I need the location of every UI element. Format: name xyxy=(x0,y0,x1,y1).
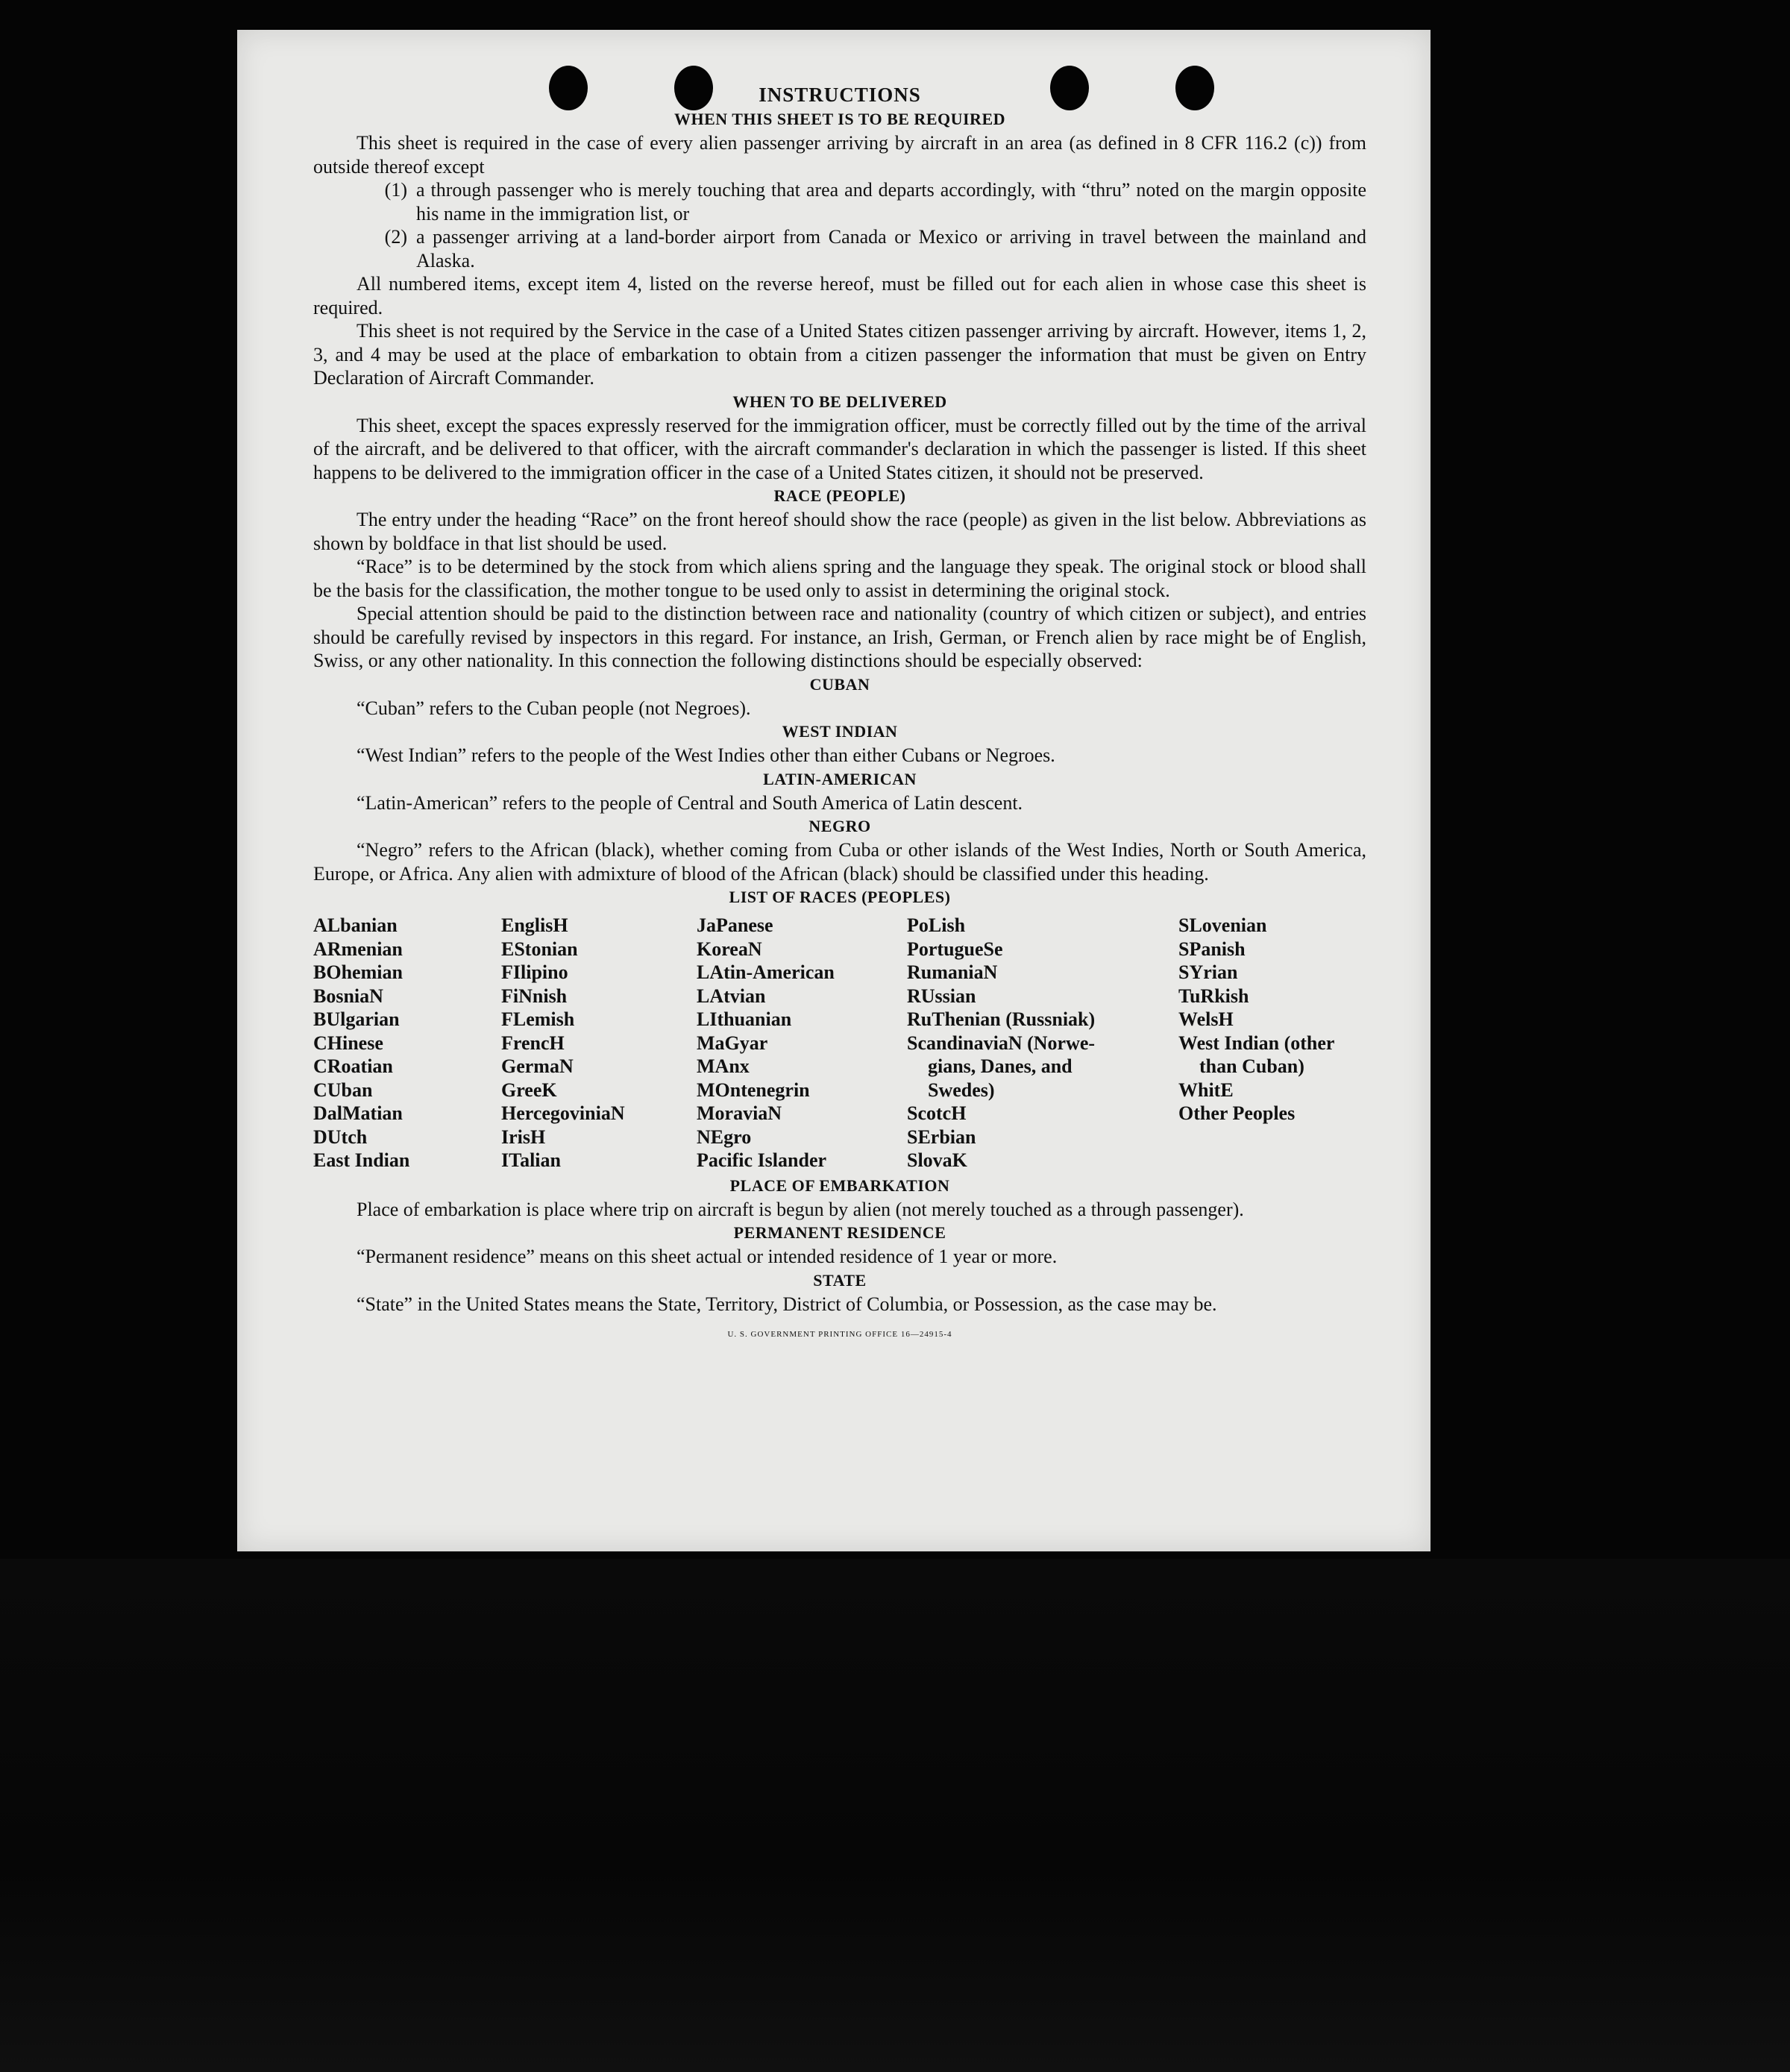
race-entry: Other Peoples xyxy=(1178,1102,1296,1124)
race-entry: CHinese xyxy=(313,1032,383,1054)
race-entry: MaGyar xyxy=(697,1032,768,1054)
item-text: a passenger arriving at a land-border airport from Canada or Mexico or arriving in travel between the mainland and Alaska. xyxy=(416,226,1366,271)
races-column xyxy=(907,914,1178,1172)
race-entry: East Indian xyxy=(313,1149,410,1171)
item-number: (1) xyxy=(384,179,407,201)
section-heading-embarkation: PLACE OF EMBARKATION xyxy=(729,1175,950,1195)
race-entry: KoreaN xyxy=(697,938,762,960)
exception-item xyxy=(313,178,1366,225)
paragraph: This sheet is required in the case of every alien passenger arriving by aircraft in an area (as defined in 8 CFR 116.2 (c)) from outside thereof except xyxy=(313,132,1366,178)
section-heading-cuban: CUBAN xyxy=(809,674,870,694)
races-column xyxy=(1178,914,1366,1172)
paragraph: “Permanent residence” means on this sheet actual or intended residence of 1 year or more. xyxy=(357,1246,1058,1267)
race-entry: PortugueSe xyxy=(907,938,1003,960)
race-entry: FIlipino xyxy=(501,961,568,983)
section-heading-delivered: WHEN TO BE DELIVERED xyxy=(732,392,947,411)
race-entry: WelsH xyxy=(1178,1008,1234,1030)
race-entry: TuRkish xyxy=(1178,985,1249,1007)
races-list xyxy=(313,914,1366,1172)
race-entry: BosniaN xyxy=(313,985,383,1007)
paragraph: “Negro” refers to the African (black), whether coming from Cuba or other islands of the West Indies, North or South America, Europe, or Africa. Any alien with admixture of blood of the African (black) should be classified under this heading. xyxy=(313,839,1366,885)
item-text: a through passenger who is merely touching that area and departs accordingly, with “thru” noted on the margin opposite his name in the immigration list, or xyxy=(416,179,1366,225)
section-heading-residence: PERMANENT RESIDENCE xyxy=(733,1223,946,1242)
race-entry: NEgro xyxy=(697,1126,752,1148)
race-entry: SPanish xyxy=(1178,938,1246,960)
races-column xyxy=(697,914,907,1172)
race-entry: West Indian (other xyxy=(1178,1032,1335,1054)
exception-item xyxy=(313,225,1366,272)
race-entry: DUtch xyxy=(313,1126,368,1148)
section-heading-west-indian: WEST INDIAN xyxy=(782,722,898,741)
race-entry: EStonian xyxy=(501,938,578,960)
paragraph: Special attention should be paid to the distinction between race and nationality (country of which citizen or subject), and entries should be carefully revised by inspectors in this regard. For instance, an Irish, German, or French alien by race might be of English, Swiss, or any other nationality. In this connection the following distinctions should be especially observed: xyxy=(313,603,1366,671)
race-entry: PoLish xyxy=(907,914,966,936)
race-entry: BOhemian xyxy=(313,961,403,983)
race-entry: CUban xyxy=(313,1079,373,1101)
race-entry: SlovaK xyxy=(907,1149,967,1171)
race-entry: RUssian xyxy=(907,985,976,1007)
paragraph: Place of embarkation is place where trip on aircraft is begun by alien (not merely touched as a through passenger). xyxy=(357,1198,1244,1220)
paragraph: The entry under the heading “Race” on the front hereof should show the race (people) as given in the list below. Abbreviations as shown by boldface in that list should be used. xyxy=(313,509,1366,554)
race-entry: RuThenian (Russniak) xyxy=(907,1008,1096,1030)
race-entry: LIthuanian xyxy=(697,1008,792,1030)
race-entry: HercegoviniaN xyxy=(501,1102,625,1124)
section-heading-latin-american: LATIN-AMERICAN xyxy=(763,769,917,788)
race-entry: IrisH xyxy=(501,1126,546,1148)
race-entry: MoraviaN xyxy=(697,1102,782,1124)
race-entry: CRoatian xyxy=(313,1055,393,1077)
race-entry: SErbian xyxy=(907,1126,976,1148)
paragraph: “Cuban” refers to the Cuban people (not Negroes). xyxy=(357,697,751,719)
document-page xyxy=(237,30,1431,1551)
section-heading-negro: NEGRO xyxy=(808,817,871,835)
section-heading-state: STATE xyxy=(813,1270,867,1290)
race-entry: than Cuban) xyxy=(1199,1055,1304,1077)
race-entry: MAnx xyxy=(697,1055,750,1077)
printing-office-footer: U. S. GOVERNMENT PRINTING OFFICE 16—24915-4 xyxy=(727,1330,952,1339)
instructions-body xyxy=(313,82,1366,1347)
race-entry: DalMatian xyxy=(313,1102,403,1124)
paragraph: “State” in the United States means the State, Territory, District of Columbia, or Possession, as the case may be. xyxy=(357,1293,1217,1315)
race-entry: SYrian xyxy=(1178,961,1238,983)
race-entry: Swedes) xyxy=(928,1079,995,1101)
race-entry: JaPanese xyxy=(697,914,773,936)
section-heading-races-list: LIST OF RACES (PEOPLES) xyxy=(729,888,951,906)
race-entry: ScandinaviaN (Norwe- xyxy=(907,1032,1096,1054)
race-entry: ALbanian xyxy=(313,914,398,936)
race-entry: GreeK xyxy=(501,1079,557,1101)
race-entry: EnglisH xyxy=(501,914,568,936)
race-entry: RumaniaN xyxy=(907,961,998,983)
race-entry: Pacific Islander xyxy=(697,1149,827,1171)
race-entry: SLovenian xyxy=(1178,914,1267,936)
race-entry: ARmenian xyxy=(313,938,403,960)
race-entry: FrencH xyxy=(501,1032,565,1054)
races-column xyxy=(313,914,501,1172)
paragraph: All numbered items, except item 4, listed on the reverse hereof, must be filled out for each alien in whose case this sheet is required. xyxy=(313,273,1366,318)
race-entry: gians, Danes, and xyxy=(928,1055,1073,1077)
race-entry: LAtvian xyxy=(697,985,766,1007)
race-entry: WhitE xyxy=(1178,1079,1234,1101)
paragraph: This sheet, except the spaces expressly reserved for the immigration officer, must be correctly filled out by the time of the arrival of the aircraft, and be delivered to that officer, with the aircraft commander's declaration in which the passenger is listed. If this sheet happens to be delivered to the immigration officer in the case of a United States citizen, it should not be preserved. xyxy=(313,414,1366,483)
race-entry: ScotcH xyxy=(907,1102,967,1124)
race-entry: FiNnish xyxy=(501,985,568,1007)
race-entry: GermaN xyxy=(501,1055,574,1077)
race-entry: MOntenegrin xyxy=(697,1079,810,1101)
races-column xyxy=(501,914,697,1172)
race-entry: FLemish xyxy=(501,1008,575,1030)
scanner-background xyxy=(0,1559,1790,2072)
paragraph: “Race” is to be determined by the stock from which aliens spring and the language they speak. The original stock or blood shall be the basis for the classification, the mother tongue to be used only to assist in determining the original stock. xyxy=(313,556,1366,601)
paragraph: “Latin-American” refers to the people of Central and South America of Latin descent. xyxy=(357,791,1023,814)
race-entry: LAtin-American xyxy=(697,961,835,983)
race-entry: BUlgarian xyxy=(313,1008,400,1030)
section-heading-race: RACE (PEOPLE) xyxy=(773,486,906,505)
paragraph: This sheet is not required by the Service in the case of a United States citizen passenger arriving by aircraft. However, items 1, 2, 3, and 4 may be used at the place of embarkation to obtain from a citizen passenger the information that must be given on Entry Declaration of Aircraft Commander. xyxy=(313,320,1366,389)
item-number: (2) xyxy=(384,226,407,248)
section-heading-required: WHEN THIS SHEET IS TO BE REQUIRED xyxy=(673,110,1006,128)
page-title: INSTRUCTIONS xyxy=(759,84,921,106)
race-entry: ITalian xyxy=(501,1149,561,1171)
paragraph: “West Indian” refers to the people of the West Indies other than either Cubans or Negroes. xyxy=(357,744,1055,766)
